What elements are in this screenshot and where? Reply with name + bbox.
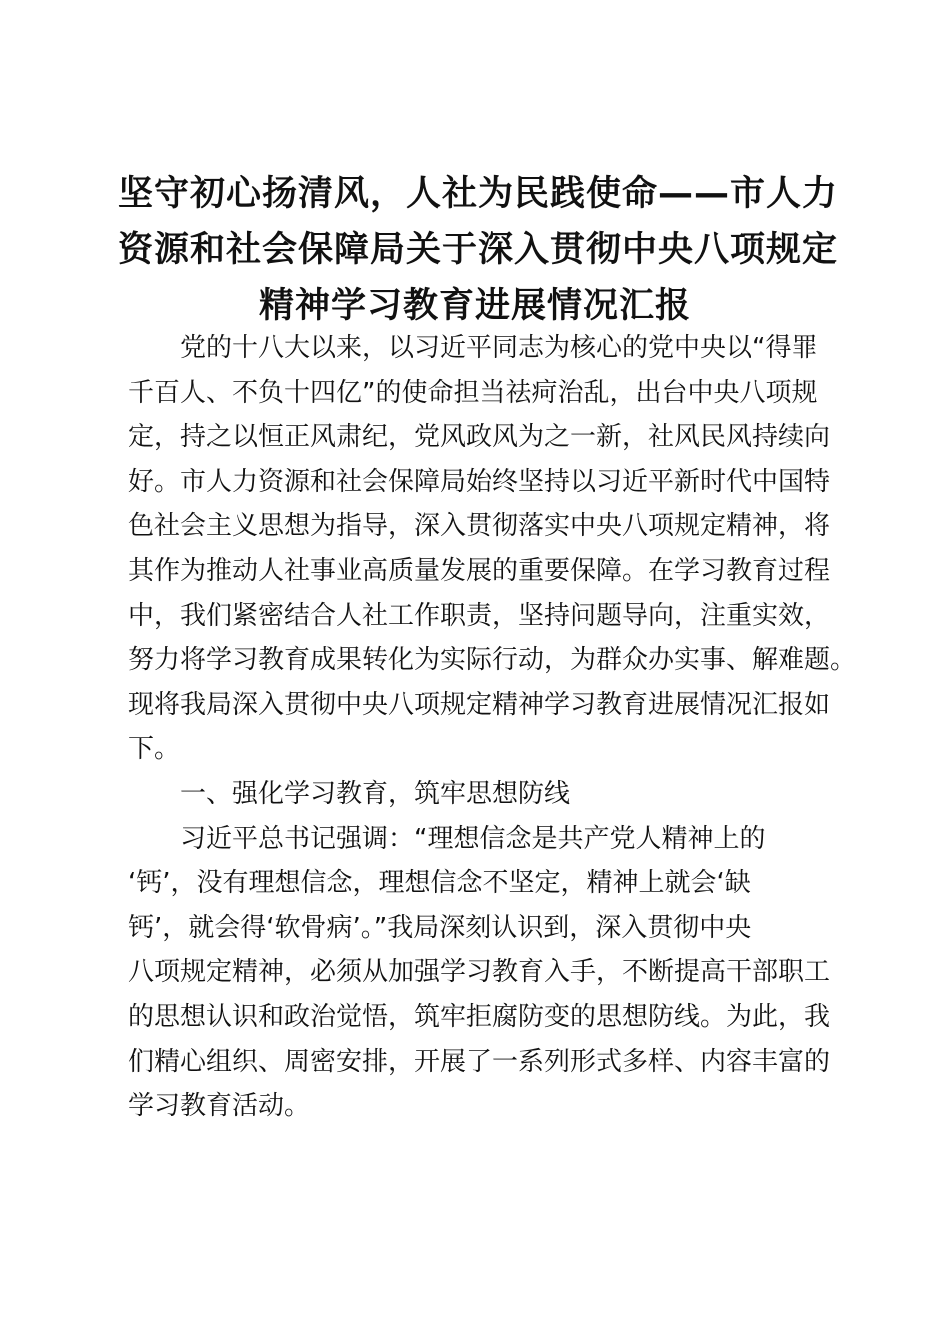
title-line-3: 精神学习教育进展情况汇报 — [258, 286, 691, 326]
paragraph-line: 们精心组织、周密安排，开展了一系列形式多样、内容丰富的 — [128, 1046, 831, 1077]
document-body — [128, 326, 857, 1129]
paragraph-line: 其作为推动人社事业高质量发展的重要保障。在学习教育过程 — [128, 555, 831, 586]
paragraph-line: 定，持之以恒正风肃纪，党风政风为之一新，社风民风持续向 — [128, 422, 831, 453]
title-line-1: 坚守初心扬清风，人社为民践使命——市人力 — [118, 174, 839, 214]
section-heading: 一、强化学习教育，筑牢思想防线 — [180, 778, 571, 809]
paragraph-line: 色社会主义思想为指导，深入贯彻落实中央八项规定精神，将 — [128, 511, 831, 542]
paragraph-line: 党的十八大以来，以习近平同志为核心的党中央以“得罪 — [180, 333, 818, 363]
paragraph-line: 中，我们紧密结合人社工作职责，坚持问题导向，注重实效， — [128, 600, 831, 631]
paragraph-line: 努力将学习教育成果转化为实际行动，为群众办实事、解难题。 — [128, 645, 857, 676]
document-title — [118, 166, 839, 334]
paragraph-section1 — [128, 817, 831, 1129]
paragraph-line: 现将我局深入贯彻中央八项规定精神学习教育进展情况汇报如 — [128, 689, 831, 720]
paragraph-line: 学习教育活动。 — [128, 1091, 311, 1122]
paragraph-line: 千百人、不负十四亿”的使命担当祛疴治乱，出台中央八项规 — [128, 377, 818, 408]
paragraph-line: 习近平总书记强调：“理想信念是共产党人精神上的 — [180, 823, 766, 854]
paragraph-line: 下。 — [128, 734, 181, 765]
paragraph-intro — [128, 326, 857, 772]
paragraph-line: 好。市人力资源和社会保障局始终坚持以习近平新时代中国特 — [128, 466, 831, 497]
paragraph-line: 钙’，就会得‘软骨病’。”我局深刻认识到，深入贯彻中央 — [128, 912, 752, 943]
paragraph-line: 八项规定精神，必须从加强学习教育入手，不断提高干部职工 — [128, 957, 831, 988]
title-line-2: 资源和社会保障局关于深入贯彻中央八项规定 — [118, 230, 839, 270]
paragraph-line: 的思想认识和政治觉悟，筑牢拒腐防变的思想防线。为此，我 — [128, 1001, 831, 1032]
paragraph-line: ‘钙’，没有理想信念，理想信念不坚定，精神上就会‘缺 — [128, 868, 751, 899]
